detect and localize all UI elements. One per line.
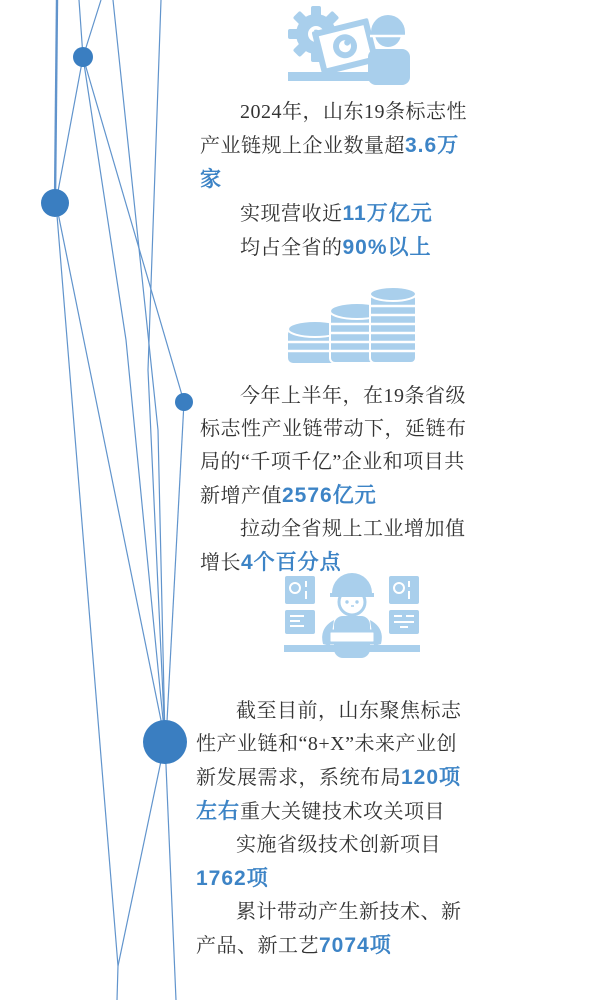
stat-text: 2024年，山东19条标志性产业链规上企业数量超 bbox=[200, 101, 467, 157]
network-line bbox=[83, 57, 184, 402]
paragraph bbox=[196, 695, 474, 829]
network-node bbox=[175, 393, 193, 411]
stat-text: 重大关键技术攻关项目 bbox=[240, 801, 445, 823]
stat-text: 今年上半年，在19条省级标志性产业链带动下，延链布局的“千项千亿”企业和项目共新增产值 bbox=[200, 385, 467, 507]
paragraph bbox=[200, 513, 476, 580]
stat-highlight: 7074项 bbox=[319, 934, 392, 957]
network-line bbox=[165, 742, 176, 1000]
network-line bbox=[56, 203, 165, 740]
paragraph bbox=[200, 96, 476, 197]
stat-highlight: 2576亿元 bbox=[282, 484, 377, 507]
paragraph bbox=[196, 829, 474, 896]
network-node bbox=[41, 189, 69, 217]
coin-stacks-icon bbox=[286, 287, 416, 370]
stat-highlight: 120项左右 bbox=[196, 766, 462, 823]
stat-text: 均占全省的 bbox=[240, 237, 343, 259]
network-line bbox=[56, 0, 83, 202]
engineer-with-screens-icon bbox=[282, 566, 422, 667]
stat-text: 截至目前，山东聚焦标志性产业链和“8+X”未来产业创新发展需求，系统布局 bbox=[196, 700, 462, 789]
stat-text: 拉动全省规上工业增加值增长 bbox=[200, 518, 466, 574]
paragraph bbox=[196, 896, 474, 963]
paragraph bbox=[200, 231, 476, 265]
gear-photo-worker-icon bbox=[286, 3, 412, 93]
network-line bbox=[118, 742, 165, 966]
stat-text: 实施省级技术创新项目 bbox=[236, 834, 441, 856]
paragraph bbox=[200, 380, 476, 513]
stat-highlight: 4个百分点 bbox=[241, 551, 342, 574]
network-line bbox=[117, 966, 118, 1000]
network-node bbox=[143, 720, 187, 764]
network-line bbox=[55, 0, 57, 202]
stat-highlight: 1762项 bbox=[196, 867, 269, 890]
stat-highlight: 90%以上 bbox=[342, 236, 432, 259]
network-line bbox=[83, 0, 165, 740]
network-line bbox=[166, 402, 184, 740]
stat-highlight: 3.6万家 bbox=[200, 134, 460, 191]
network-node bbox=[73, 47, 93, 67]
stat-block-half-year bbox=[200, 380, 476, 580]
network-line bbox=[56, 203, 118, 966]
stat-text: 累计带动产生新技术、新产品、新工艺 bbox=[196, 901, 462, 957]
paragraph bbox=[200, 197, 476, 231]
stat-block-innovation bbox=[196, 695, 474, 963]
stat-block-2024 bbox=[200, 96, 476, 265]
stat-text: 实现营收近 bbox=[240, 203, 343, 225]
stat-highlight: 11万亿元 bbox=[342, 202, 433, 225]
